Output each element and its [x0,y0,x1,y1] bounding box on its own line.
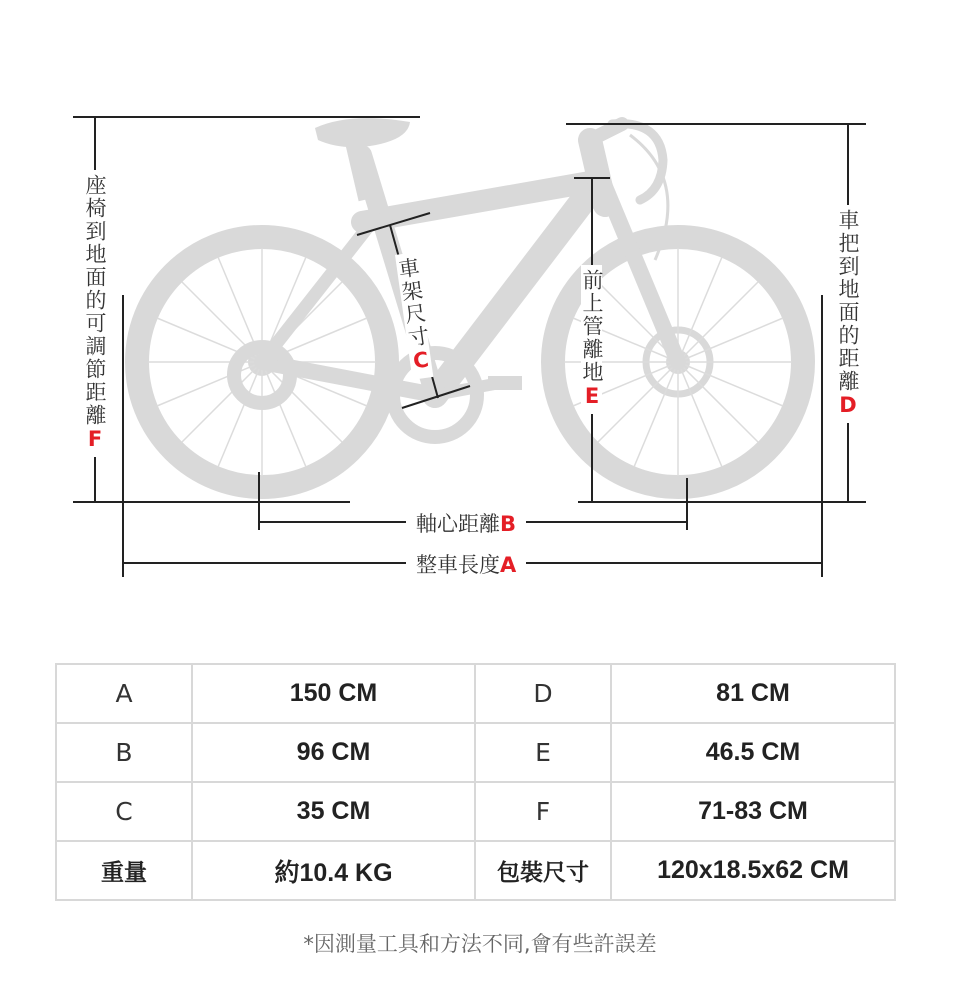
spec-key: F [475,782,611,841]
bicycle-silhouette [137,118,803,487]
spec-value: 35 CM [192,782,475,841]
table-row [56,664,895,723]
spec-value: 71-83 CM [611,782,895,841]
measurement-footnote: *因測量工具和方法不同,會有些許誤差 [303,932,657,956]
spec-key: 重量 [56,841,192,900]
spec-key: D [475,664,611,723]
label-e-letter: E [580,384,604,410]
spec-key: B [56,723,192,782]
spec-value: 120x18.5x62 CM [611,841,895,900]
label-a-letter: A [500,553,517,577]
spec-key: 包裝尺寸 [475,841,611,900]
label-f-text: 座椅到地面的可調節距離 [83,174,107,427]
label-c-letter: C [407,346,435,376]
label-d [837,205,858,423]
spec-table [55,663,896,901]
spec-key: A [56,664,192,723]
table-row [56,723,895,782]
label-f-letter: F [83,427,107,453]
label-c-text: 車架尺寸 [394,255,432,351]
spec-value: 150 CM [192,664,475,723]
label-e [581,265,602,414]
spec-value: 81 CM [611,664,895,723]
table-row [56,841,895,900]
label-d-text: 車把到地面的距離 [836,209,860,393]
saddle [315,118,410,147]
spec-key: C [56,782,192,841]
label-a-text: 整車長度 [416,553,500,577]
label-f [84,170,105,457]
label-b-text: 軸心距離 [416,512,500,536]
label-e-text: 前上管離地 [580,269,604,384]
label-b [406,508,526,538]
spec-key: E [475,723,611,782]
label-a [406,549,526,579]
pedal [488,376,522,390]
spec-value: 約10.4 KG [192,841,475,900]
table-row [56,782,895,841]
label-d-letter: D [836,393,860,419]
label-b-letter: B [500,512,517,536]
spec-value: 96 CM [192,723,475,782]
spec-value: 46.5 CM [611,723,895,782]
